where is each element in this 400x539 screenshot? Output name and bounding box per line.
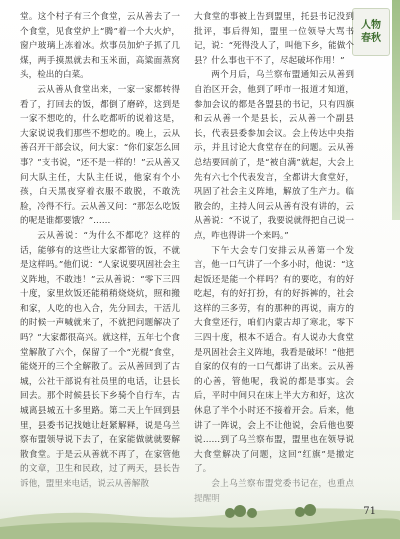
paragraph: 云从善从食堂出来，一家一家都转得看了，打回去的饭，都倒了磨碎，这到是一家不想吃的，什么吃都听的说着这是，大家说说我们那些不想吃的。晚上，云从善召开干部会议，问大家：“你们家怎么回事？”支书说，“还不是一样的！”云从善又问大队主任，大队主任说，他家有个小孩，白天黑夜穿着衣服不敢脱，不敢洗脸，冷得不行。云从善又问：“那怎么吃饭的呢是谁都要饿？”…… — [20, 84, 180, 227]
decorative-side-stripe — [392, 0, 400, 220]
badge-line1: 人物 — [361, 20, 381, 31]
paragraph: 堂。这个村子有三个食堂，云从善去了一个食堂，见食堂炉上“腾”着一个大火炉，窗户玻璃上冻着冰。炊事员加炉子抓了几煤，两手摸黑就去和玉米面，高粱面蒸窝头，检出的白菜。 — [20, 12, 180, 81]
paragraph: 下午大会专门安排云从善第一个发言，他一口气讲了一个多小时，他说：“这起饭还是能一个样吗？有的要吃，有的好吃起，有的好打扮，有的好拆裤的，社会这样的三多劳，有的那种的再说，南方的大食堂还行，咱们内蒙古却了寒北，零下三四十度，根本不适合。有人说办大食堂是巩固社会主义阵地，我看是破坏！”他把自家的仅有的一口气都讲了出来。云从善的心善，管他呢，我说的都是事实。会后，平时中间只在床上半大方和好，这次休息了半个小时还不接着开会。后来，他讲了一阵说，会上不让他说，会后他也要说……到了乌兰察布盟，盟里也在领导说 — [194, 245, 354, 446]
page-number: 71 — [363, 506, 376, 517]
landscape-footer-image — [0, 449, 400, 539]
badge-line2: 春秋 — [361, 33, 381, 44]
paragraph: 两个月后，乌兰察布盟通知云从善到自治区开会，他到了呼市一报道才知道，参加会议的都是各盟县的书记，只有四旗和云从善一个是县长，云从善一个副县长，代表县委参加会议。会上传达中央指示，并且讨论大食堂存在的问题。云从善总结要回前了，是“被自满”就起，大会上先有六七个代表发言，全都讲大食堂好，巩固了社会主义阵地，解放了生产力。临散会的，主持人问云从善有没有讲的，云从善说：“不说了，我要说就得把自己说一点，咋也得讲一个来吗。” — [194, 70, 354, 241]
article-columns — [20, 10, 354, 506]
paragraph: 云从善说：“为什么不都吃？这样的话，能够有的这些让大家都管的饭，不就是这样吗。”他们说：“人家说要巩固社会主义阵地，不敢违！”云从善说：“零下三四十度，家里炊饭还能稍稍烧烧炕，照和搬和家，人吃的也入合，先分回去，干活儿的时候一声喊就来了，不就把问题解决了吗？”大家都很高兴。就这样，五年七个食堂解散了六个，保留了一个“光棍”食堂，能烧开的三个全解散了。云从善回到了古城，公社干部说有社员里的电话，让县长回去。那个时候县长下乡骑个自行车，古城离县城五十多里路。第二天上午回到县里，县委书记找她让赶紧解释，说是乌兰察布盟领导说下去了，在家能做就就要解 — [20, 230, 180, 446]
section-badge — [352, 8, 390, 56]
right-column — [194, 10, 354, 506]
left-column — [20, 10, 180, 506]
paragraph: 大食堂的事被上告到盟里，托县书记没到批评，事后得知，盟里一位领导大骂书记，说：“死得没人了，叫他下乡，能做个县？什么事也干不了，尽起破坏作用！” — [194, 12, 354, 66]
